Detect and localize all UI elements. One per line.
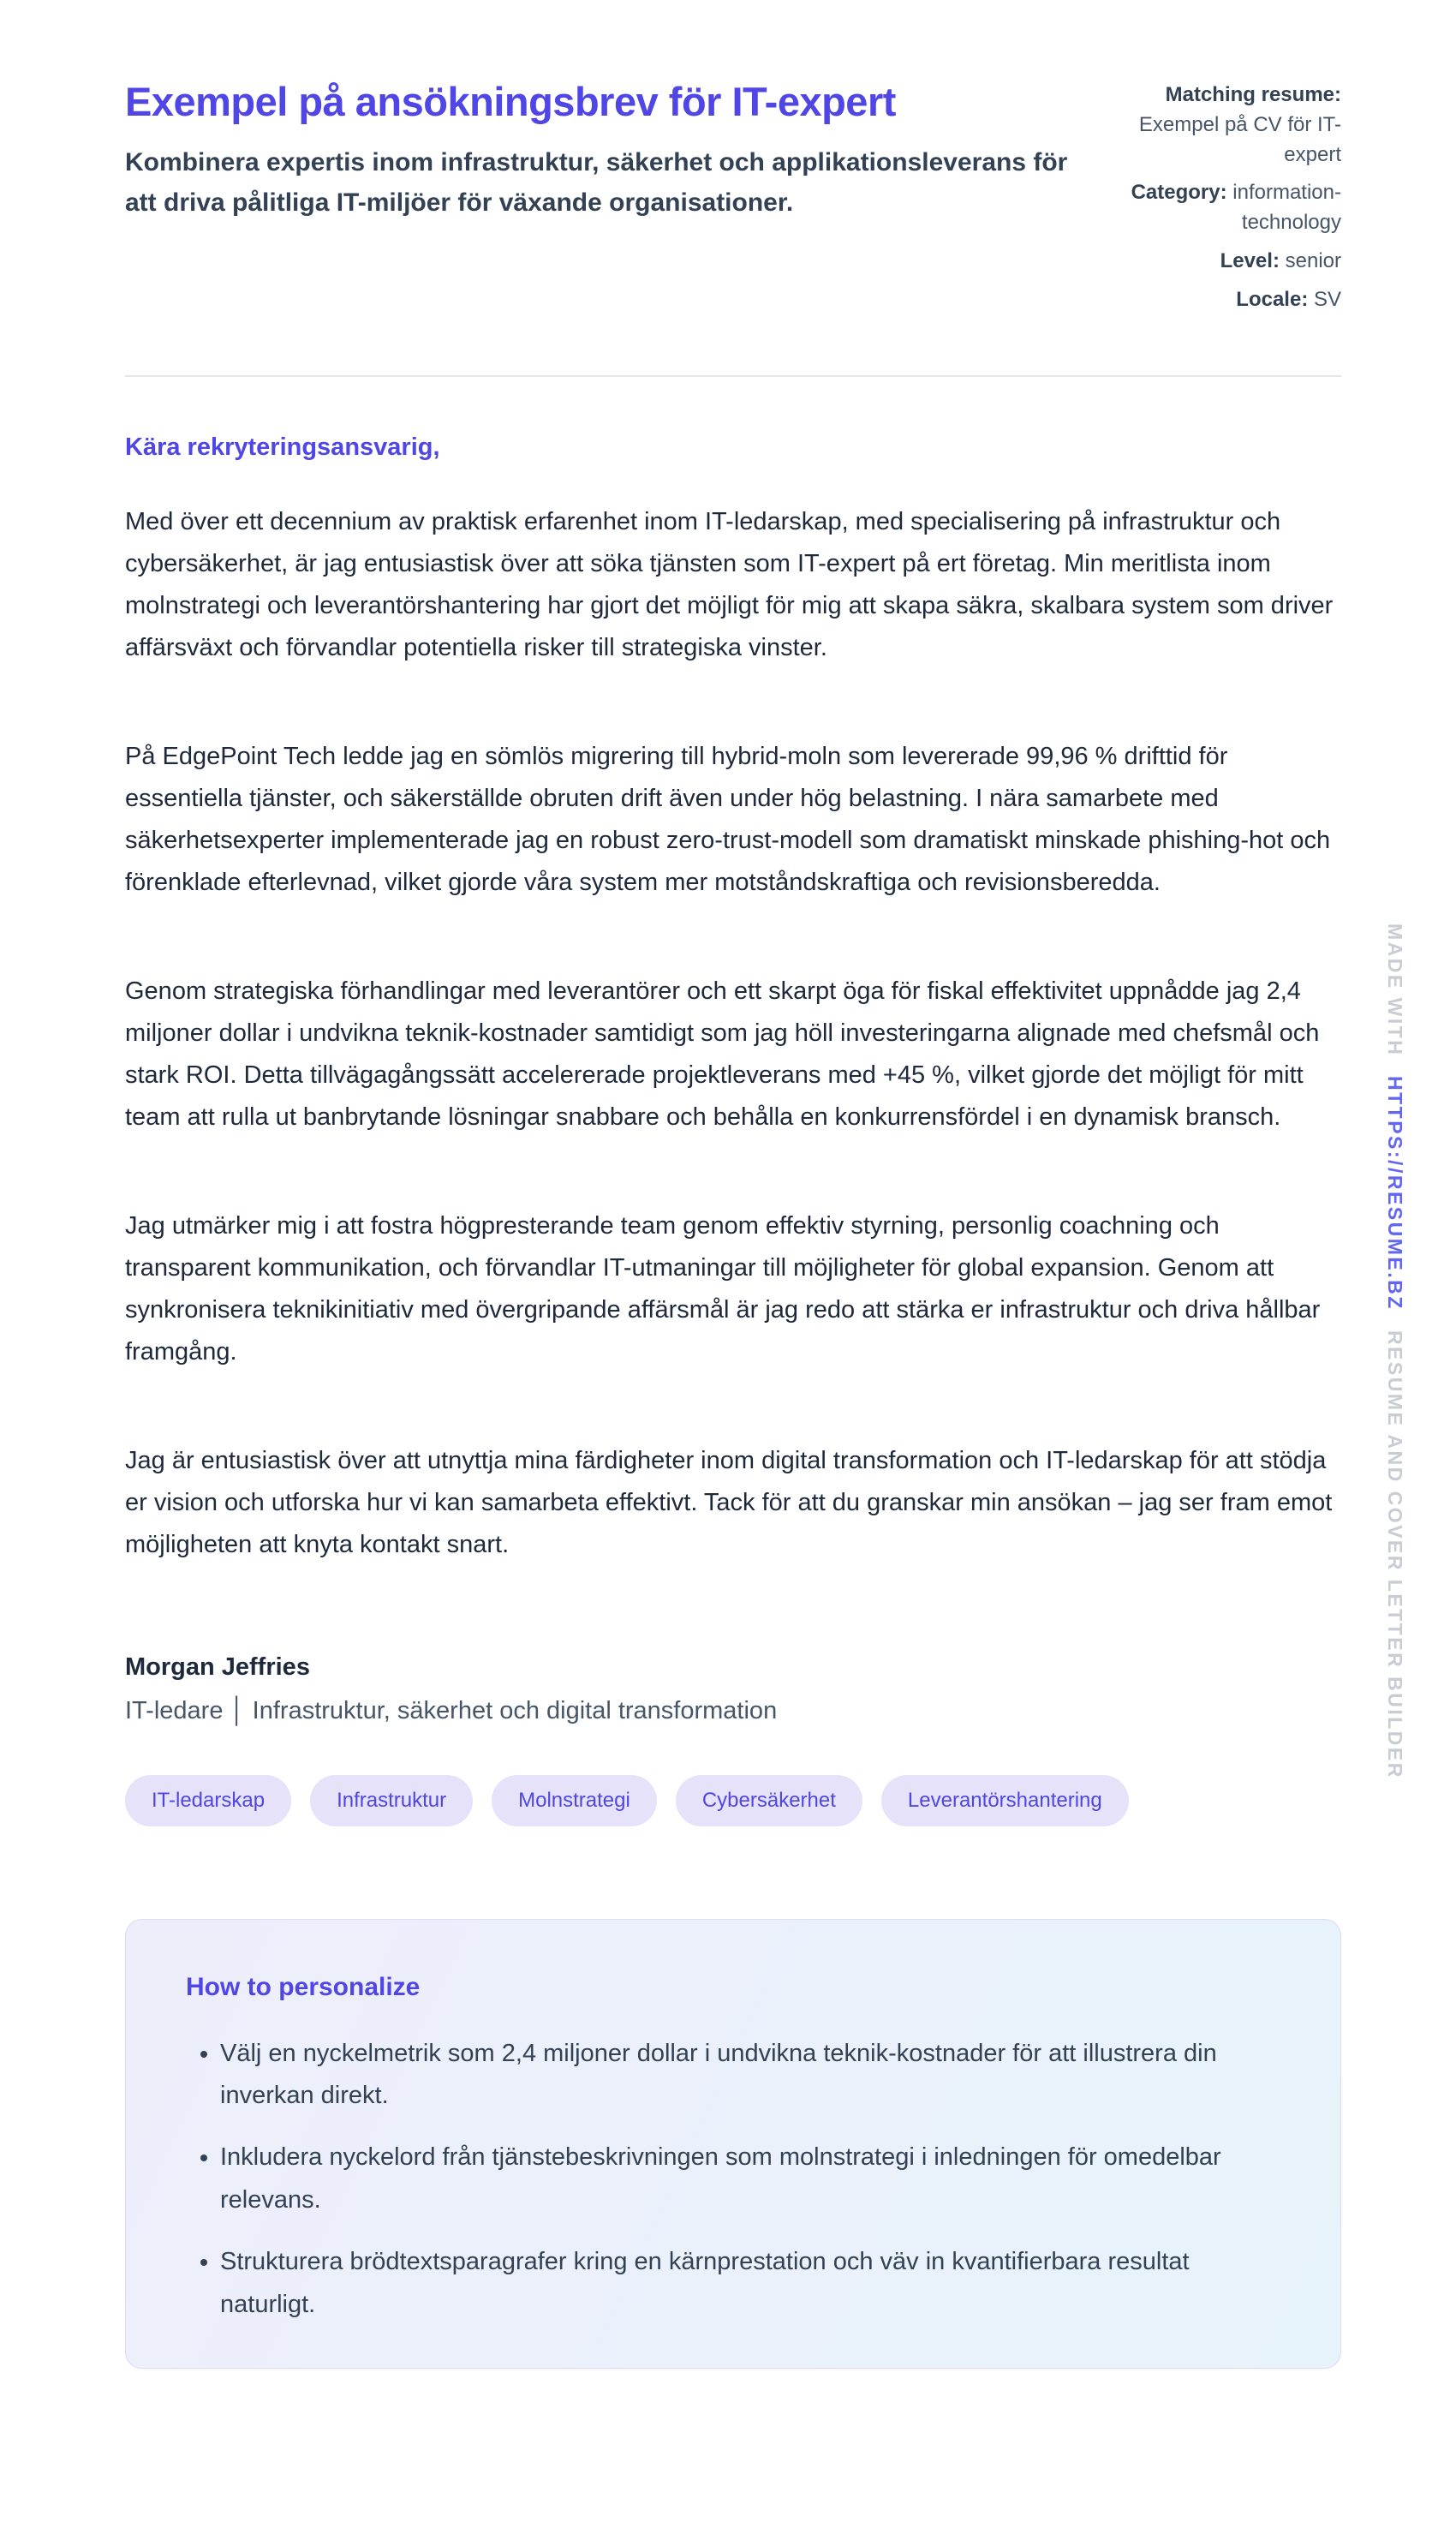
page-title: Exempel på ansökningsbrev för IT-expert <box>125 79 896 124</box>
page-header <box>125 75 1341 377</box>
meta-matching-resume <box>1117 81 1341 170</box>
signature-role: IT-ledare │ Infrastruktur, säkerhet och digital transformation <box>125 1696 778 1724</box>
tag-pill-infrastruktur[interactable]: Infrastruktur <box>310 1775 473 1826</box>
letter-greeting: Kära rekryteringsansvarig, <box>125 433 440 461</box>
tips-list <box>186 2033 1280 2327</box>
tips-item: • Välj en nyckelmetrik som 2,4 miljoner dollar i undvikna teknik-kostnader för att illustrera din inverkan direkt. <box>220 2033 1280 2119</box>
tips-item: • Inkludera nyckelord från tjänstebeskrivningen som molnstrategi i inledningen för omedelbar relevans. <box>220 2137 1280 2222</box>
meta-category-value: information-technology <box>1232 181 1341 235</box>
tips-item: • Strukturera brödtextsparagrafer kring en kärnprestation och väv in kvantifierbara resultat naturligt. <box>220 2241 1280 2327</box>
watermark-suffix: RESUME AND COVER LETTER BUILDER <box>1384 1330 1406 1779</box>
page-subtitle: Kombinera expertis inom infrastruktur, säkerhet och applikationsleverans för att driva pålitliga IT-miljöer för växande organisationer. <box>125 148 1068 218</box>
meta-matching-resume-label: Matching resume: <box>1165 83 1341 106</box>
made-with-watermark <box>1383 923 1406 1779</box>
meta-level-label: Level: <box>1220 248 1280 272</box>
tag-list <box>125 1775 1341 1826</box>
resume-bz-link[interactable]: HTTPS://RESUME.BZ <box>1384 1076 1406 1312</box>
signature-block <box>125 1653 1341 1725</box>
letter-paragraph: Genom strategiska förhandlingar med leverantörer och ett skarpt öga för fiskal effektivitet uppnådde jag 2,4 miljoner dollar i undvikna teknik-kostnader samtidigt som jag höll investeringarna alignade med chefsmål och stark ROI. Detta tillvägagångssätt accelererade projektleverans med +45 %, vilket gjorde det möjligt för mitt team att rulla ut banbrytande lösningar snabbare och behålla en konkurrensfördel i en dynamisk bransch. <box>125 977 1320 1131</box>
tag-pill-cybersakerhet[interactable]: Cybersäkerhet <box>676 1775 862 1826</box>
meta-category <box>1117 178 1341 238</box>
meta-locale-value: SV <box>1313 287 1341 311</box>
tag-pill-it-ledarskap[interactable]: IT-ledarskap <box>125 1775 291 1826</box>
meta-locale-label: Locale: <box>1236 287 1309 311</box>
title-block <box>125 75 1084 224</box>
meta-category-label: Category: <box>1131 181 1227 205</box>
meta-block <box>1117 81 1341 324</box>
meta-level <box>1117 247 1341 277</box>
meta-locale <box>1117 285 1341 315</box>
tag-pill-leverantorshantering[interactable]: Leverantörshantering <box>881 1775 1129 1826</box>
letter-paragraph: Jag är entusiastisk över att utnyttja mina färdigheter inom digital transformation och IT-ledarskap för att stödja er vision och utforska hur vi kan samarbeta effektivt. Tack för att du granskar min ansökan – jag ser fram emot möjligheten att knyta kontakt snart. <box>125 1446 1333 1558</box>
letter-paragraph: Jag utmärker mig i att fostra högpresterande team genom effektiv styrning, personlig coachning och transparent kommunikation, och förvandlar IT-utmaningar till möjligheter för global expansion. Genom att synkronisera teknikinitiativ med övergripande affärsmål är jag redo att stärka er infrastruktur och driva hållbar framgång. <box>125 1211 1321 1366</box>
tips-heading: How to personalize <box>186 1972 421 2001</box>
letter-paragraph: Med över ett decennium av praktisk erfarenhet inom IT-ledarskap, med specialisering på infrastruktur och cybersäkerhet, är jag entusiastisk över att söka tjänsten som IT-expert på ert företag. Min meritlista inom molnstrategi och leverantörshantering har gjort det möjligt för mig att skapa säkra, skalbara system som driver affärsväxt och förvandlar potentiella risker till strategiska vinster. <box>125 507 1334 661</box>
letter-paragraph: På EdgePoint Tech ledde jag en sömlös migrering till hybrid-moln som levererade 99,96 % drifttid för essentiella tjänster, och säkerställde obruten drift även under hög belastning. I nära samarbete med säkerhetsexperter implementerade jag en robust zero-trust-modell som dramatiskt minskade phishing-hot och förenklade efterlevnad, vilket gjorde våra system mer motståndskraftiga och revisionsberedda. <box>125 742 1331 896</box>
watermark-prefix: MADE WITH <box>1384 923 1406 1057</box>
how-to-personalize-box <box>125 1919 1341 2369</box>
letter-body <box>125 433 1341 1725</box>
signature-name: Morgan Jeffries <box>125 1652 310 1681</box>
meta-level-value: senior <box>1285 248 1341 272</box>
meta-matching-resume-link[interactable]: Exempel på CV för IT-expert <box>1138 112 1341 166</box>
tag-pill-molnstrategi[interactable]: Molnstrategi <box>492 1775 657 1826</box>
